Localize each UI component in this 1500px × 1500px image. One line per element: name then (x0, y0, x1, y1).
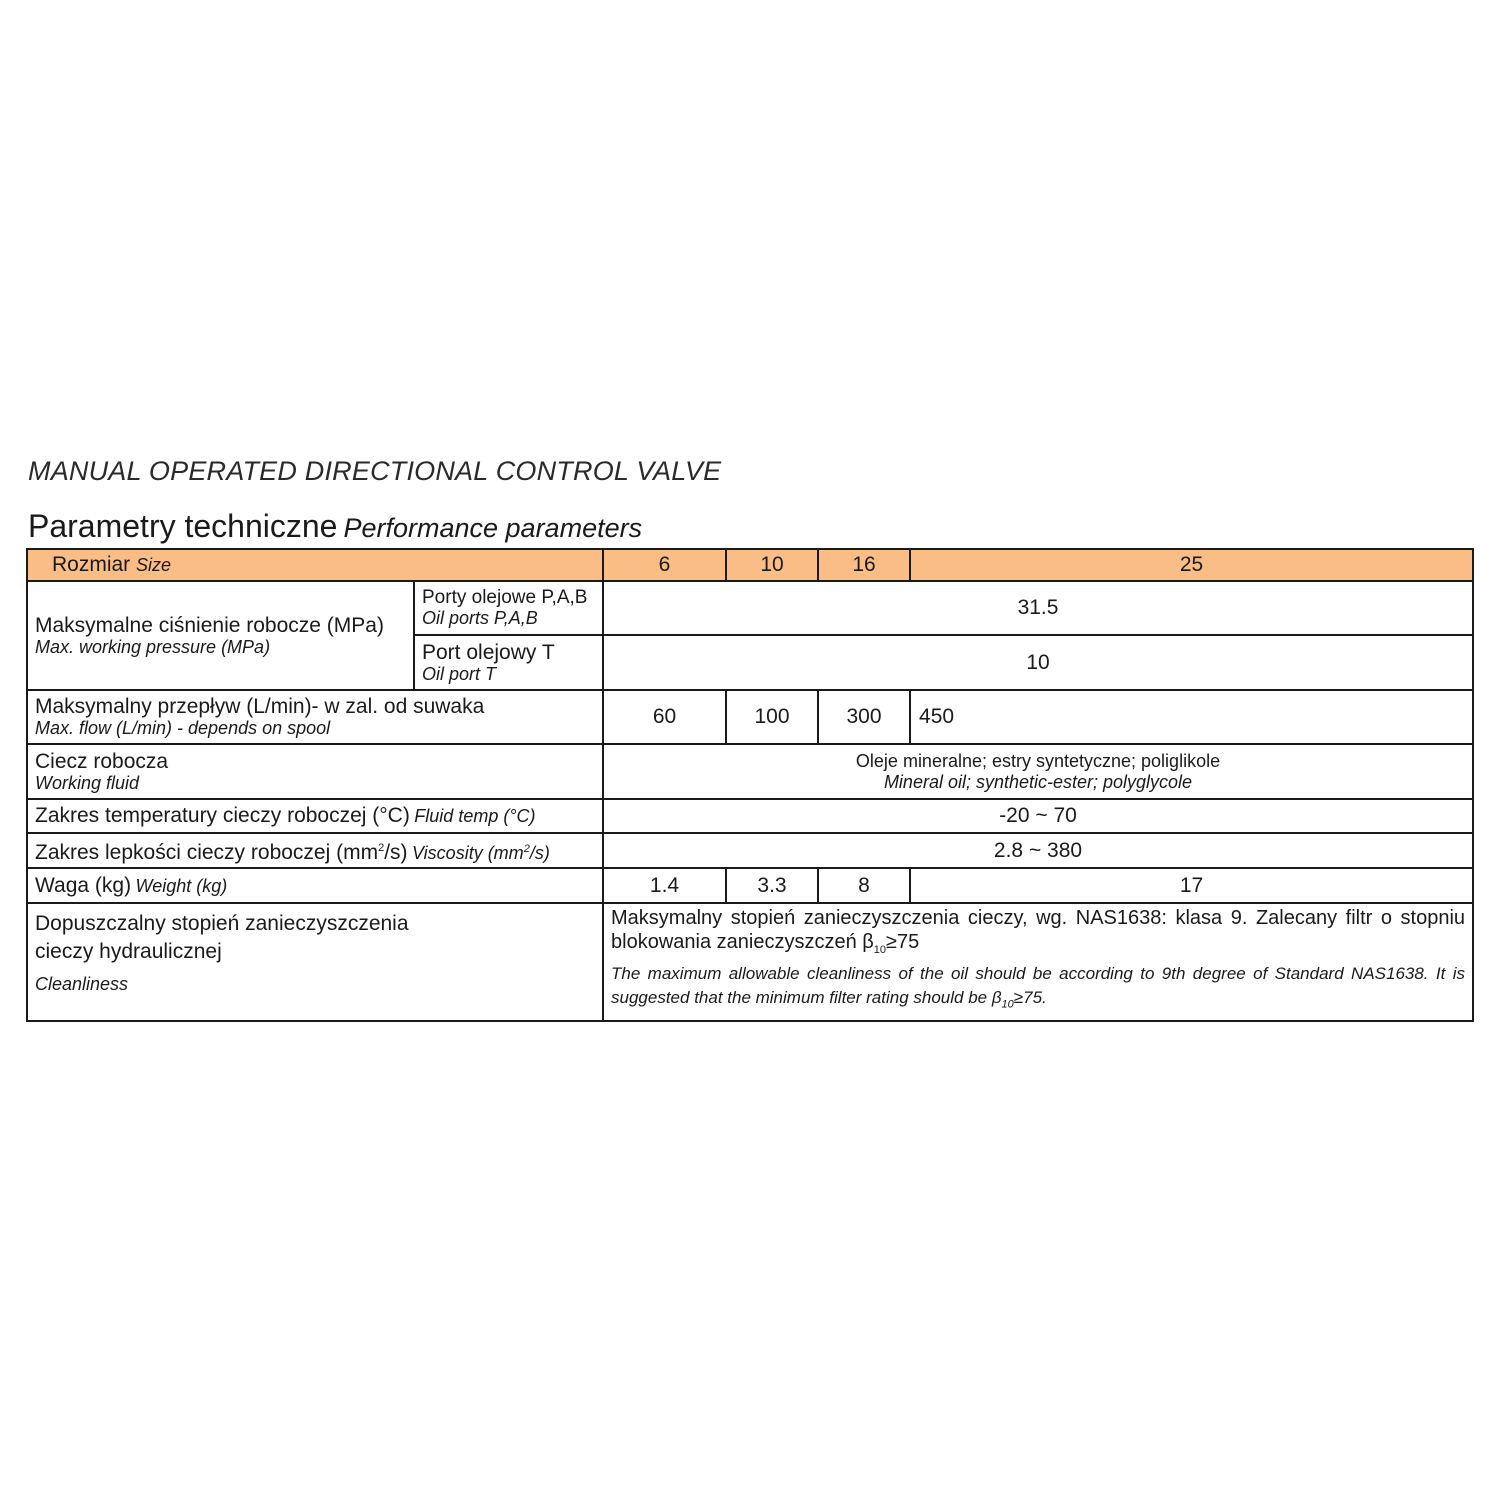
flow-label-en: Max. flow (L/min) - depends on spool (35, 718, 331, 738)
flow-label-pl: Maksymalny przepływ (L/min)- w zal. od suwaka (35, 695, 485, 718)
table-row-fluid (27, 744, 1473, 799)
table-row-viscosity (27, 833, 1473, 868)
performance-parameters-table (26, 548, 1474, 1022)
temperature-value: -20 ~ 70 (603, 799, 1473, 833)
pressure-label-pl: Maksymalne ciśnienie robocze (MPa) (35, 613, 384, 637)
weight-value-10: 3.3 (726, 868, 818, 903)
port-t-value: 10 (603, 635, 1473, 690)
fluid-label-cell (27, 744, 603, 799)
cleanliness-label-cell (27, 903, 603, 1021)
size-header-10: 10 (726, 549, 818, 581)
cleanliness-label-pl-line2: cieczy hydraulicznej (35, 940, 222, 963)
flow-label-cell (27, 690, 603, 744)
ports-pab-label-en: Oil ports P,A,B (422, 608, 538, 628)
fluid-label-en: Working fluid (35, 772, 140, 793)
temperature-label-pl: Zakres temperatury cieczy roboczej (°C) (35, 804, 410, 827)
table-header-row (27, 549, 1473, 581)
size-header-16: 16 (818, 549, 910, 581)
weight-value-16: 8 (818, 868, 910, 903)
table-row-temperature (27, 799, 1473, 833)
ports-pab-label-pl: Porty olejowe P,A,B (422, 587, 588, 608)
flow-value-10: 100 (726, 690, 818, 744)
cleanliness-value-cell (603, 903, 1473, 1021)
weight-value-6: 1.4 (603, 868, 726, 903)
size-header-6: 6 (603, 549, 726, 581)
size-header-25: 25 (910, 549, 1473, 581)
cleanliness-label-en: Cleanliness (35, 974, 129, 994)
cleanliness-value-pl: Maksymalny stopień zanieczyszczenia cieczy, wg. NAS1638: klasa 9. Zalecany filtr o stopniu blokowania zanieczyszczeń $\beta_{10}\ge 75$ (611, 907, 1466, 956)
viscosity-label-pl: Zakres lepkości cieczy roboczej $(mm^2/s)$ (35, 841, 408, 864)
ports-pab-label-cell (414, 581, 603, 635)
section-title-pl: Parametry techniczne (28, 508, 338, 544)
fluid-label-pl: Ciecz robocza (35, 749, 169, 773)
document-title: MANUAL OPERATED DIRECTIONAL CONTROL VALVE (28, 456, 722, 486)
pressure-label-cell (27, 581, 414, 690)
port-t-label-pl: Port olejowy T (422, 640, 555, 664)
section-title-en: Performance parameters (343, 513, 643, 543)
temperature-label-en: Fluid temp (°C) (414, 806, 536, 826)
flow-value-16: 300 (818, 690, 910, 744)
table-row-cleanliness (27, 903, 1473, 1021)
viscosity-label-cell (27, 833, 603, 868)
viscosity-value: 2.8 ~ 380 (603, 833, 1473, 868)
port-t-label-en: Oil port T (422, 663, 497, 684)
pressure-label-en: Max. working pressure (MPa) (35, 636, 271, 657)
cleanliness-value-en: The maximum allowable cleanliness of the oil should be according to 9th degree of Standard NAS1638. It is suggested that the minimum filter rating should be $\beta_{10}\ge 75$. (611, 964, 1466, 1011)
fluid-value-en: Mineral oil; synthetic-ester; polyglycole (883, 771, 1193, 792)
flow-value-6: 60 (603, 690, 726, 744)
weight-label-en: Weight (kg) (135, 875, 228, 896)
flow-value-25: 450 (910, 690, 1473, 744)
temperature-label-cell (27, 799, 603, 833)
fluid-value-cell (603, 744, 1473, 799)
weight-label-pl: Waga (kg) (35, 873, 132, 897)
port-t-label-cell (414, 635, 603, 690)
viscosity-label-en: Viscosity $(mm^2/s)$ (412, 843, 550, 863)
table-row-pressure-pab (27, 581, 1473, 635)
cleanliness-label-pl-line1: Dopuszczalny stopień zanieczyszczenia (35, 912, 409, 935)
ports-pab-value: 31.5 (603, 581, 1473, 635)
size-header-label: Rozmiar Size (27, 549, 603, 581)
weight-label-cell (27, 868, 603, 903)
section-title (28, 508, 642, 545)
weight-value-25: 17 (910, 868, 1473, 903)
table-row-weight (27, 868, 1473, 903)
table-row-flow (27, 690, 1473, 744)
fluid-value-pl: Oleje mineralne; estry syntetyczne; poliglikole (855, 750, 1221, 771)
